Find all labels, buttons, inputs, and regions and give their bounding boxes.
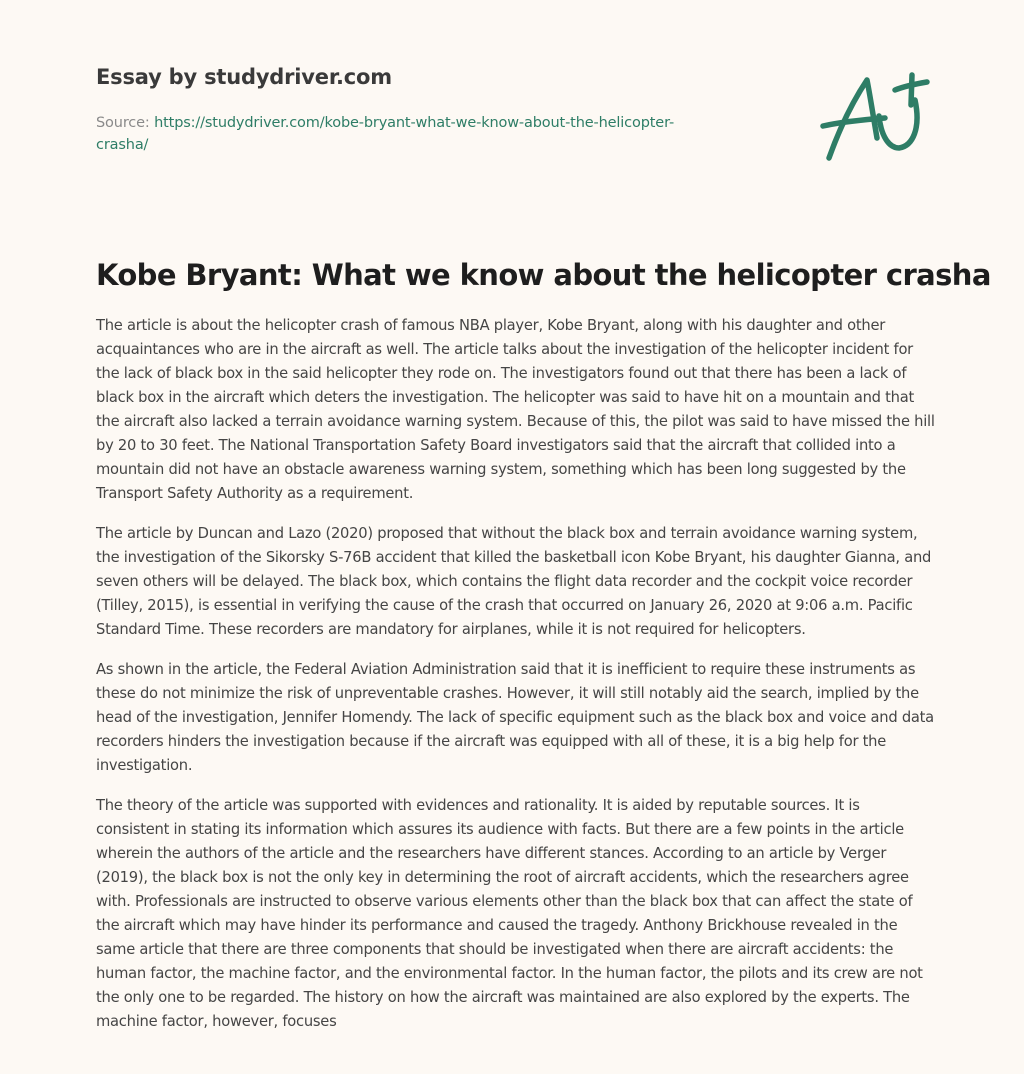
article-paragraph: The article is about the helicopter crash of famous NBA player, Kobe Bryant, along with his daughter and other acquaintances who are in the aircraft as well. The article talks about the investigation of the helicopter incident for the lack of black box in the said helicopter they rode on. The investigators found out that there has been a lack of black box in the aircraft which deters the investigation. The helicopter was said to have hit on a mountain and that the aircraft also lacked a terrain avoidance warning system. Because of this, the pilot was said to have missed the hill by 20 to 30 feet. The National Transportation Safety Board investigators said that the aircraft that collided into a mountain did not have an obstacle awareness warning system, something which has been long suggested by the Transport Safety Authority as a requirement. bbox=[96, 317, 935, 502]
article-paragraph: The theory of the article was supported with evidences and rationality. It is aided by reputable sources. It is consistent in stating its information which assures its audience with facts. But there are a few points in the article wherein the authors of the article and the researchers have different stances. According to an article by Verger (2019), the black box is not the only key in determining the root of aircraft accidents, which the researchers agree with. Professionals are instructed to observe various elements other than the black box that can affect the state of the aircraft which may have hinder its performance and caused the tragedy. Anthony Brickhouse revealed in the same article that there are three components that should be investigated when there are aircraft accidents: the human factor, the machine factor, and the environmental factor. In the human factor, the pilots and its crew are not the only one to be regarded. The history on how the aircraft was maintained are also explored by the experts. The machine factor, however, focuses bbox=[96, 797, 923, 1030]
source-line bbox=[96, 112, 776, 156]
article-paragraph: The article by Duncan and Lazo (2020) proposed that without the black box and terrain avoidance warning system, the investigation of the Sikorsky S-76B accident that killed the basketball icon Kobe Bryant, his daughter Gianna, and seven others will be delayed. The black box, which contains the flight data recorder and the cockpit voice recorder (Tilley, 2015), is essential in verifying the cause of the crash that occurred on January 26, 2020 at 9:06 a.m. Pacific Standard Time. These recorders are mandatory for airplanes, while it is not required for helicopters. bbox=[96, 525, 932, 638]
source-label: Source: bbox=[96, 115, 155, 131]
site-header bbox=[96, 62, 776, 156]
source-url-line1: https://studydriver.com/kobe-bryant-what-we-know-about-the-helicopter- bbox=[154, 115, 675, 131]
a-plus-grade-icon bbox=[815, 60, 940, 175]
article-title: Kobe Bryant: What we know about the helicopter crasha bbox=[96, 258, 991, 292]
source-link[interactable] bbox=[96, 115, 674, 153]
article-body bbox=[96, 314, 936, 1050]
brand-title: Essay by studydriver.com bbox=[96, 65, 392, 89]
article-paragraph: As shown in the article, the Federal Aviation Administration said that it is inefficient to require these instruments as these do not minimize the risk of unpreventable crashes. However, it will still notably aid the search, implied by the head of the investigation, Jennifer Homendy. The lack of specific equipment such as the black box and voice and data recorders hinders the investigation because if the aircraft was equipped with all of these, it is a big help for the investigation. bbox=[96, 661, 934, 774]
source-url-line2: crasha/ bbox=[96, 137, 149, 153]
